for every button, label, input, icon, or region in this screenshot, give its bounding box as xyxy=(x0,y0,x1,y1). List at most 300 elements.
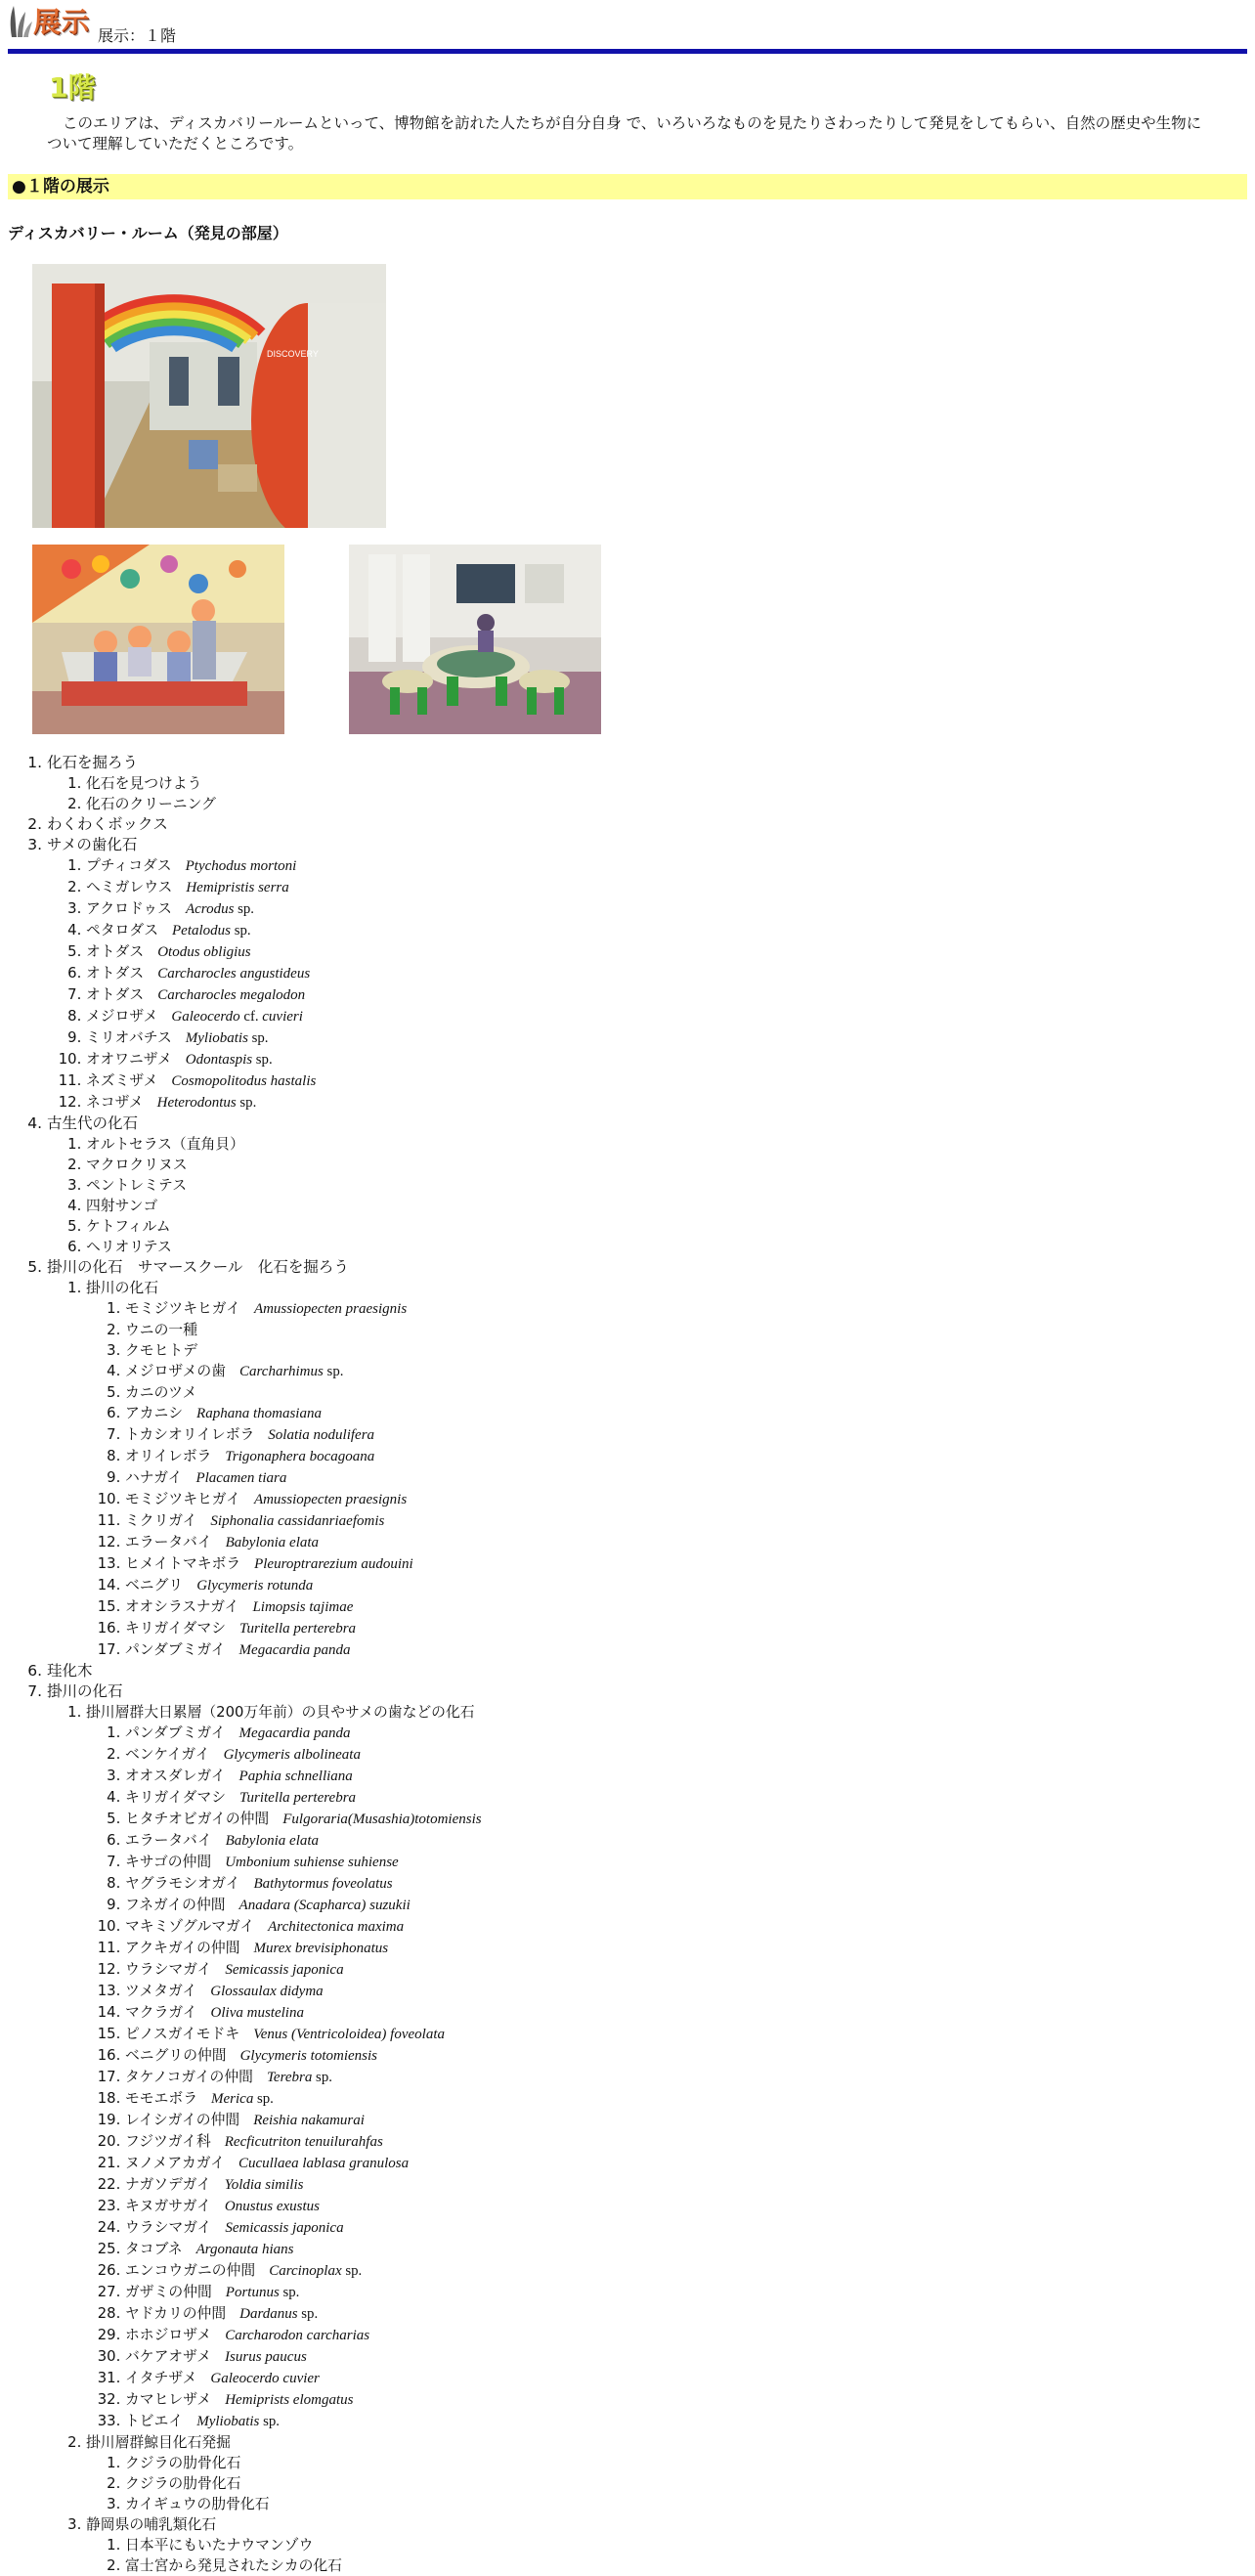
scientific-name: Hemiprists elomgatus xyxy=(225,2392,354,2408)
item-text xyxy=(125,2348,307,2365)
section-heading: ●１階の展示 xyxy=(8,174,1247,199)
list-item xyxy=(125,1403,1251,1424)
item-text xyxy=(125,1342,197,1359)
item-name: キリガイダマシ xyxy=(125,1789,226,1806)
scientific-name: Babylonia elata xyxy=(225,1833,320,1849)
children-photo xyxy=(32,545,284,734)
list-item xyxy=(86,1702,1251,2432)
item-name: メジロザメの歯 xyxy=(125,1363,226,1379)
item-text xyxy=(125,1469,286,1486)
svg-text:DISCOVERY: DISCOVERY xyxy=(267,349,319,359)
list-item xyxy=(47,1113,1251,1257)
list-item xyxy=(125,2067,1251,2088)
scientific-name: Trigonaphera bocagoana xyxy=(225,1449,375,1464)
item-name: 四射サンゴ xyxy=(86,1198,158,1214)
list-item xyxy=(125,1553,1251,1575)
item-text xyxy=(125,1940,388,1956)
scientific-name: Onustus exustus xyxy=(224,2199,320,2214)
item-text xyxy=(125,1448,374,1464)
list-item xyxy=(125,2110,1251,2131)
scientific-name: Umbonium suhiense suhiense xyxy=(225,1855,399,1870)
item-text xyxy=(125,2475,240,2492)
species-suffix: sp. xyxy=(247,1030,269,1046)
item-name: カイギュウの肋骨化石 xyxy=(125,2496,270,2512)
item-text xyxy=(125,1875,393,1892)
list-item xyxy=(125,1489,1251,1510)
scientific-name: Argonauta hians xyxy=(195,2242,294,2257)
scientific-name: Portunus xyxy=(225,2285,280,2300)
logo-text: 展示 xyxy=(33,6,91,38)
scientific-name: Megacardia panda xyxy=(238,1642,351,1658)
list-item xyxy=(86,1027,1251,1049)
species-suffix: sp. xyxy=(279,2285,300,2300)
scientific-name: Solatia nodulifera xyxy=(268,1427,375,1443)
item-text xyxy=(86,1198,157,1214)
item-text xyxy=(47,754,138,771)
list-item xyxy=(125,2088,1251,2110)
list-item xyxy=(86,2514,1251,2576)
scientific-name: Ptychodus mortoni xyxy=(185,858,297,874)
item-text xyxy=(86,965,310,982)
scientific-name: Dardanus xyxy=(239,2306,298,2322)
scientific-name: Carcharhimus xyxy=(239,1364,324,1379)
scientific-name: Oliva mustelina xyxy=(210,2005,304,2021)
list-item xyxy=(125,2174,1251,2196)
sub-list xyxy=(47,1702,1251,2576)
item-name: 日本平にもいたナウマンゾウ xyxy=(125,2537,314,2554)
list-item xyxy=(125,2535,1251,2555)
scientific-name: Siphonalia cassidanriaefomis xyxy=(210,1513,385,1529)
species-suffix: sp. xyxy=(236,1095,257,1111)
scientific-name: Glycymeris totomiensis xyxy=(239,2048,377,2064)
list-item xyxy=(86,1070,1251,1092)
item-text xyxy=(125,1322,197,1338)
item-text xyxy=(86,857,296,874)
list-item xyxy=(125,1320,1251,1340)
list-item xyxy=(47,835,1251,1113)
item-text xyxy=(125,2176,303,2193)
item-name: アクキガイの仲間 xyxy=(125,1940,240,1956)
list-item xyxy=(86,963,1251,984)
list-item xyxy=(125,2325,1251,2346)
item-name: オオワニザメ xyxy=(86,1051,172,1068)
item-name: エラータバイ xyxy=(125,1534,212,1550)
item-text xyxy=(86,1218,171,1235)
item-name: ウラシマガイ xyxy=(125,2219,212,2236)
item-name: モミジツキヒガイ xyxy=(125,1300,240,1317)
scientific-name: Odontaspis xyxy=(185,1052,253,1068)
scientific-name: Babylonia elata xyxy=(225,1535,320,1550)
item-name: 富士宮から発見されたシカの化石 xyxy=(125,2557,342,2574)
list-item xyxy=(125,2368,1251,2389)
item-name: 古生代の化石 xyxy=(47,1114,139,1132)
item-name: キリガイダマシ xyxy=(125,1620,226,1637)
item-name: オトダス xyxy=(86,943,145,960)
list-item xyxy=(125,1596,1251,1618)
list-item xyxy=(125,1787,1251,1809)
scientific-name: Cucullaea lablasa granulosa xyxy=(238,2156,410,2171)
item-name: カニのツメ xyxy=(125,1384,197,1401)
scientific-name: Limopsis tajimae xyxy=(252,1599,354,1615)
item-name: エンコウガニの仲間 xyxy=(125,2262,256,2279)
intro-text: このエリアは、ディスカバリールームといって、博物館を訪れた人たちが自分自身 で、いろいろなものを見たりさわったりして発見をしてもらい、自然の歴史や生物に ついて理解していただくところです。 xyxy=(47,114,1202,153)
list-item xyxy=(47,814,1251,835)
list-item xyxy=(125,1340,1251,1361)
item-name: ミリオバチス xyxy=(86,1029,172,1046)
scientific-name: Carcharodon carcharias xyxy=(225,2328,370,2343)
floor-title: 1階 xyxy=(49,71,96,104)
species-suffix: cf. xyxy=(239,1009,263,1025)
item-name: 掛川の化石 サマースクール 化石を掘ろう xyxy=(47,1258,349,1276)
item-text xyxy=(125,2112,365,2128)
item-text xyxy=(125,1641,351,1658)
item-text xyxy=(125,1746,361,1763)
item-text xyxy=(125,1534,319,1550)
item-text xyxy=(125,2219,344,2236)
item-text xyxy=(125,1897,411,1913)
item-text xyxy=(125,1725,351,1741)
item-name: ツメタガイ xyxy=(125,1983,197,1999)
entrance-photo xyxy=(32,264,386,528)
list-item xyxy=(125,1382,1251,1403)
item-name: タケノコガイの仲間 xyxy=(125,2069,253,2085)
scientific-name: Acrodus xyxy=(185,901,235,917)
item-name: 化石を見つけよう xyxy=(86,775,202,792)
item-text xyxy=(125,1405,322,1421)
species-suffix: sp. xyxy=(231,923,251,939)
species-suffix: sp. xyxy=(253,2091,274,2107)
list-item xyxy=(47,1661,1251,1681)
item-name: ピノスガイモドキ xyxy=(125,2026,240,2042)
item-name: ヒタチオビガイの仲間 xyxy=(125,1811,270,1827)
item-name: 化石のクリーニング xyxy=(86,796,216,812)
list-item xyxy=(125,1809,1251,1830)
item-name: ケトフィルム xyxy=(86,1218,171,1235)
item-name: トカシオリイレボラ xyxy=(125,1426,255,1443)
list-item xyxy=(125,1916,1251,1938)
item-text xyxy=(125,2133,383,2150)
item-name: クジラの肋骨化石 xyxy=(125,2455,241,2471)
item-text xyxy=(125,2391,353,2408)
item-text xyxy=(86,1072,316,1089)
exhibit-list xyxy=(0,753,1251,2576)
item-text xyxy=(125,2069,332,2085)
item-name: ネズミザメ xyxy=(86,1072,158,1089)
list-item xyxy=(125,2153,1251,2174)
item-text xyxy=(86,2516,216,2533)
species-suffix: sp. xyxy=(259,2414,280,2429)
item-name: ウラシマガイ xyxy=(125,1961,212,1978)
list-item xyxy=(47,753,1251,814)
list-item xyxy=(86,855,1251,877)
list-item xyxy=(86,898,1251,920)
scientific-name: Heterodontus xyxy=(156,1095,237,1111)
list-item xyxy=(125,1510,1251,1532)
list-item xyxy=(125,2411,1251,2432)
scientific-name: Turitella perterebra xyxy=(239,1790,357,1806)
scientific-name: Glycymeris rotunda xyxy=(196,1578,314,1594)
item-name: ベニグリ xyxy=(125,1577,184,1594)
list-item xyxy=(125,2473,1251,2494)
item-text xyxy=(125,1983,324,1999)
item-name: 掛川層群大日累層（200万年前）の貝やサメの歯などの化石 xyxy=(86,1704,475,1721)
list-item xyxy=(125,1744,1251,1766)
scientific-name: Myliobatis xyxy=(196,2414,260,2429)
list-item xyxy=(125,2282,1251,2303)
breadcrumb: 展示：１階 xyxy=(98,26,177,45)
list-item xyxy=(125,2494,1251,2514)
list-item xyxy=(86,1092,1251,1113)
scientific-name: Megacardia panda xyxy=(238,1725,351,1741)
item-text xyxy=(125,2198,320,2214)
item-text xyxy=(86,2434,231,2451)
item-name: パンダブミガイ xyxy=(125,1725,226,1741)
list-item xyxy=(86,920,1251,941)
item-text xyxy=(125,2455,240,2471)
list-item xyxy=(125,2346,1251,2368)
item-name: 掛川層群鯨目化石発掘 xyxy=(86,2434,231,2451)
list-item xyxy=(47,1681,1251,2576)
list-item xyxy=(125,1361,1251,1382)
species-suffix: sp. xyxy=(252,1052,273,1068)
list-item xyxy=(86,1216,1251,1237)
scientific-epithet: cuvieri xyxy=(262,1009,303,1025)
item-text xyxy=(86,922,251,939)
item-name: オルトセラス（直角貝） xyxy=(86,1136,244,1153)
item-text xyxy=(125,1789,356,1806)
sub-list xyxy=(86,2453,1251,2514)
item-name: マキミゾグルマガイ xyxy=(125,1918,255,1935)
item-name: サメの歯化石 xyxy=(47,836,138,853)
item-text xyxy=(47,1662,93,1680)
list-item xyxy=(86,1049,1251,1070)
scientific-name: Venus (Ventricoloidea) foveolata xyxy=(253,2027,445,2042)
list-item xyxy=(125,1895,1251,1916)
item-text xyxy=(125,2004,304,2021)
scientific-name: Carcharocles angustideus xyxy=(157,966,311,982)
item-text xyxy=(86,986,305,1003)
item-name: キサゴの仲間 xyxy=(125,1854,212,1870)
list-item xyxy=(125,1446,1251,1467)
exhibit-logo[interactable] xyxy=(8,4,90,37)
scientific-name: Carcinoplax xyxy=(269,2263,342,2279)
list-item xyxy=(86,1237,1251,1257)
item-name: アカニシ xyxy=(125,1405,184,1421)
item-text xyxy=(125,1832,319,1849)
scientific-name: Pleuroptrarezium audouini xyxy=(254,1556,413,1572)
species-suffix: sp. xyxy=(234,901,254,917)
list-item xyxy=(86,941,1251,963)
scientific-name: Carcharocles megalodon xyxy=(157,987,306,1003)
item-text xyxy=(86,1157,188,1173)
item-text xyxy=(125,2370,320,2386)
item-name: ガザミの仲間 xyxy=(125,2284,212,2300)
item-text xyxy=(125,2284,299,2300)
item-text xyxy=(125,2537,313,2554)
item-text xyxy=(86,775,201,792)
item-text xyxy=(47,1114,138,1132)
item-name: ホホジロザメ xyxy=(125,2327,212,2343)
item-text xyxy=(125,2557,342,2574)
scientific-name: Isurus paucus xyxy=(225,2349,307,2365)
list-item xyxy=(125,2196,1251,2217)
item-name: オトダス xyxy=(86,986,145,1003)
item-name: 掛川の化石 xyxy=(47,1682,123,1700)
item-text xyxy=(86,1136,244,1153)
list-item xyxy=(125,2002,1251,2024)
species-suffix: sp. xyxy=(341,2263,363,2279)
scientific-name: Amussiopecten praesignis xyxy=(253,1301,408,1317)
item-text xyxy=(86,900,254,917)
item-text xyxy=(125,2026,445,2042)
item-text xyxy=(125,2496,270,2512)
list-item xyxy=(125,1938,1251,1959)
scientific-name: Hemipristis serra xyxy=(186,880,289,895)
item-text xyxy=(125,2327,369,2343)
item-text xyxy=(86,1704,475,1721)
scientific-name: Yoldia similis xyxy=(224,2177,304,2193)
species-suffix: sp. xyxy=(323,1364,344,1379)
item-text xyxy=(47,1682,123,1700)
item-name: ヘリオリテス xyxy=(86,1239,172,1255)
scientific-name: Glossaulax didyma xyxy=(210,1984,324,1999)
list-item xyxy=(125,1766,1251,1787)
item-name: モモエボラ xyxy=(125,2090,197,2107)
tables-photo xyxy=(349,545,601,734)
scientific-name: Anadara (Scapharca) suzukii xyxy=(238,1898,411,1913)
list-item xyxy=(125,2555,1251,2576)
item-name: クモヒトデ xyxy=(125,1342,197,1359)
item-text xyxy=(125,2262,362,2279)
item-name: オリイレボラ xyxy=(125,1448,212,1464)
list-item xyxy=(86,773,1251,794)
item-name: プチィコダス xyxy=(86,857,172,874)
item-text xyxy=(125,1491,407,1507)
item-name: ペントレミテス xyxy=(86,1177,187,1194)
item-name: 静岡県の哺乳類化石 xyxy=(86,2516,217,2533)
item-text xyxy=(125,1598,353,1615)
grass-icon xyxy=(8,4,33,37)
list-item xyxy=(125,2217,1251,2239)
scientific-name: Amussiopecten praesignis xyxy=(253,1492,408,1507)
scientific-name: Cosmopolitodus hastalis xyxy=(171,1073,317,1089)
item-name: イタチザメ xyxy=(125,2370,197,2386)
sub-list xyxy=(86,2535,1251,2576)
list-item xyxy=(47,1257,1251,1661)
scientific-name: Otodus obligius xyxy=(157,944,251,960)
item-name: ネコザメ xyxy=(86,1094,144,1111)
item-name: 掛川の化石 xyxy=(86,1280,158,1296)
list-item xyxy=(125,1723,1251,1744)
item-name: オトダス xyxy=(86,965,145,982)
list-item xyxy=(125,1981,1251,2002)
scientific-name: Architectonica maxima xyxy=(268,1919,405,1935)
species-suffix: sp. xyxy=(312,2070,332,2085)
list-item xyxy=(86,1278,1251,1661)
item-text xyxy=(125,1854,399,1870)
scientific-name: Merica xyxy=(211,2091,254,2107)
item-name: ヒメイトマキボラ xyxy=(125,1555,241,1572)
list-item xyxy=(125,2453,1251,2473)
item-name: ベンケイガイ xyxy=(125,1746,210,1763)
item-text xyxy=(125,1555,413,1572)
scientific-name: Terebra xyxy=(266,2070,313,2085)
item-name: ハナガイ xyxy=(125,1469,183,1486)
item-text xyxy=(125,2090,274,2107)
sub-list xyxy=(47,1134,1251,1257)
item-name: オオスダレガイ xyxy=(125,1768,226,1784)
page-header xyxy=(8,0,1247,54)
item-text xyxy=(125,1512,384,1529)
list-item xyxy=(86,1175,1251,1196)
list-item xyxy=(125,1575,1251,1596)
item-text xyxy=(47,836,137,853)
item-name: ヤグラモシオガイ xyxy=(125,1875,240,1892)
scientific-name: Myliobatis xyxy=(185,1030,248,1046)
scientific-name: Bathytormus foveolatus xyxy=(253,1876,393,1892)
list-item xyxy=(125,1830,1251,1852)
item-text xyxy=(86,1029,268,1046)
sub-list xyxy=(47,855,1251,1113)
item-name: オオシラスナガイ xyxy=(125,1598,239,1615)
list-item xyxy=(125,1618,1251,1639)
item-name: メジロザメ xyxy=(86,1008,158,1025)
list-item xyxy=(125,2389,1251,2411)
item-name: モミジツキヒガイ xyxy=(125,1491,240,1507)
item-text xyxy=(125,1768,353,1784)
list-item xyxy=(125,1532,1251,1553)
sub-list xyxy=(86,1298,1251,1661)
item-name: 珪化木 xyxy=(47,1662,93,1680)
item-name: カマヒレザメ xyxy=(125,2391,212,2408)
item-name: ミクリガイ xyxy=(125,1512,197,1529)
item-name: アクロドゥス xyxy=(86,900,172,917)
item-text xyxy=(86,1280,158,1296)
item-text xyxy=(86,1051,273,1068)
item-text xyxy=(86,1239,172,1255)
item-name: フジツガイ科 xyxy=(125,2133,211,2150)
item-text xyxy=(125,1918,404,1935)
room-title: ディスカバリー・ルーム（発見の部屋） xyxy=(8,224,288,242)
list-item xyxy=(125,2131,1251,2153)
list-item xyxy=(125,1852,1251,1873)
scientific-name: Murex brevisiphonatus xyxy=(253,1941,389,1956)
item-name: レイシガイの仲間 xyxy=(125,2112,240,2128)
item-name: ヘミガレウス xyxy=(86,879,173,895)
list-item xyxy=(86,2432,1251,2514)
item-text xyxy=(86,1008,303,1025)
list-item xyxy=(125,2024,1251,2045)
item-name: ヤドカリの仲間 xyxy=(125,2305,227,2322)
item-name: ウニの一種 xyxy=(125,1322,197,1338)
item-name: ヌノメアカガイ xyxy=(125,2155,225,2171)
item-text xyxy=(86,1177,187,1194)
scientific-name: Recficutriton tenuilurahfas xyxy=(224,2134,383,2150)
list-item xyxy=(125,1467,1251,1489)
scientific-name: Paphia schnelliana xyxy=(238,1768,353,1784)
item-name: タコブネ xyxy=(125,2241,183,2257)
item-text xyxy=(125,1620,356,1637)
item-text xyxy=(86,879,289,895)
item-text xyxy=(125,2155,409,2171)
sub-list xyxy=(47,1278,1251,1661)
scientific-name: Galeocerdo xyxy=(171,1009,240,1025)
item-text xyxy=(47,815,168,833)
list-item xyxy=(125,2045,1251,2067)
list-item xyxy=(86,877,1251,898)
list-item xyxy=(125,1639,1251,1661)
item-text xyxy=(125,1363,343,1379)
